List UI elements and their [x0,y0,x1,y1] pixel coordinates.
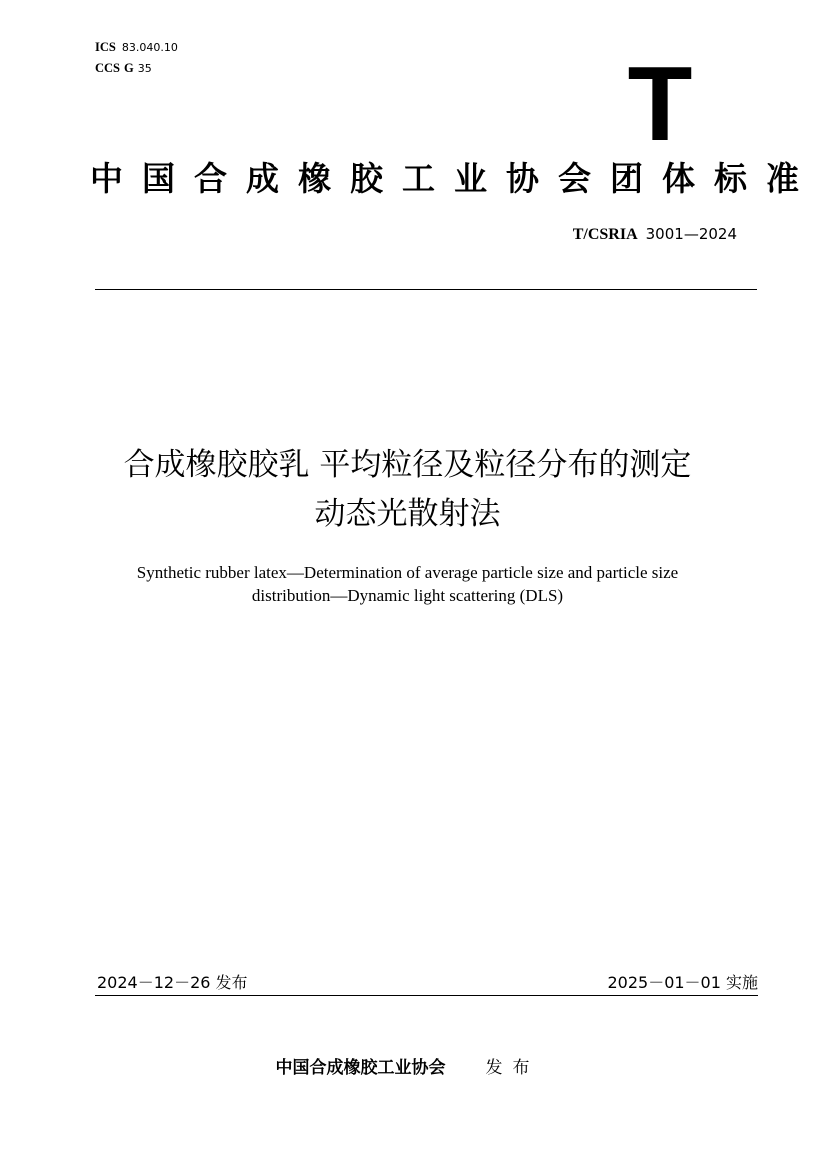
standard-number-value: 3001—2024 [645,225,737,243]
standard-type-letter: T [627,45,693,163]
title-en-line1: Synthetic rubber latex—Determination of average particle size and particle size [136,563,679,582]
standard-number [573,224,737,244]
header-divider [95,289,757,290]
ics-label: ICS [95,40,116,54]
publisher-name: 中国合成橡胶工业协会 [275,1058,446,1078]
publisher-action: 发布 [485,1058,540,1078]
ccs-label: CCS [95,61,121,75]
issue-date: 2024－12－26 发布 [97,973,248,992]
organization-standard-title: 中国合成橡胶工业协会团体标准 [90,159,818,198]
implementation-date: 2025－01－01 实施 [607,973,758,992]
ics-value: 83.040.10 [121,41,178,54]
standard-code: T/CSRIA [572,226,638,243]
footer-divider [95,995,758,996]
standard-type-mark [627,45,693,163]
ics-line [95,40,178,55]
ccs-line [95,61,152,76]
title-en-line2: distribution—Dynamic light scattering (DLS) [251,586,564,605]
publisher-line [0,1053,815,1078]
ccs-value: 35 [137,62,152,75]
ccs-letter: G [124,61,134,75]
title-zh-line2: 动态光散射法 [314,496,501,532]
title-zh-line1: 合成橡胶胶乳 平均粒径及粒径分布的测定 [123,447,692,483]
